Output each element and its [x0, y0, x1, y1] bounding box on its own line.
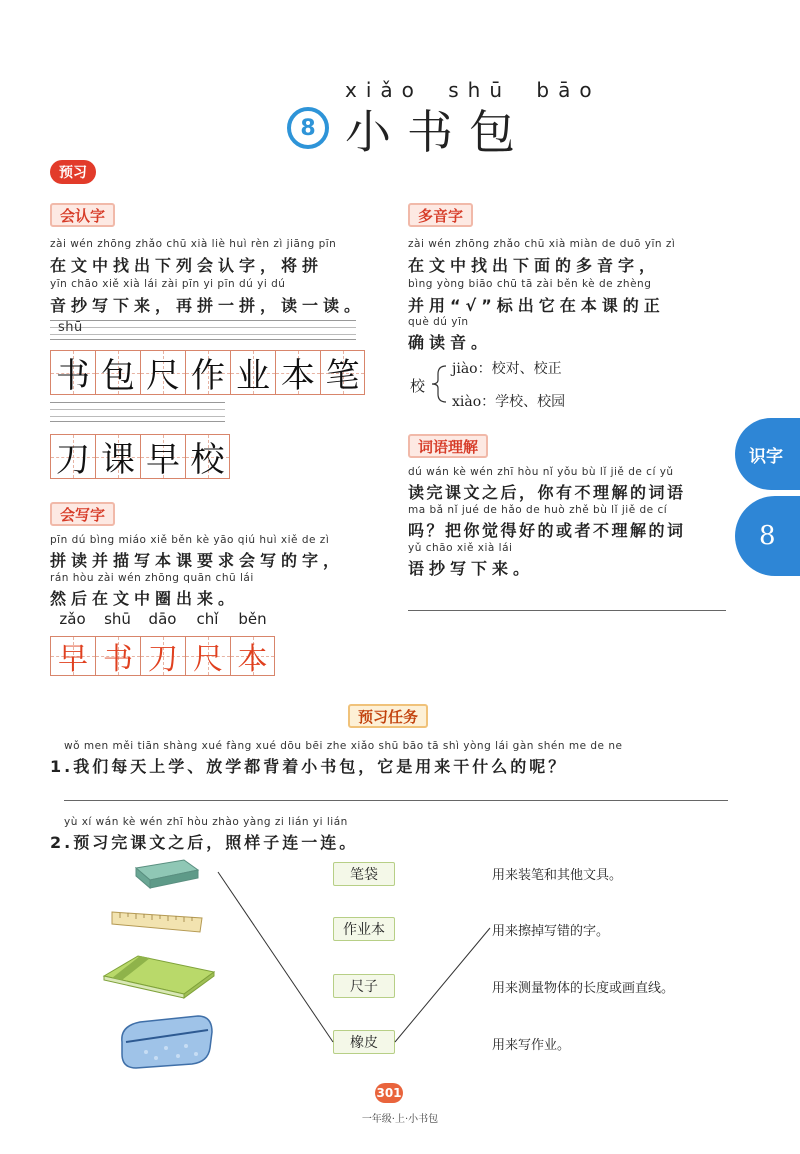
footer-text: 一年级·上·小书包: [361, 1114, 439, 1125]
char-cell: 早: [140, 434, 185, 479]
char-pinyin: chǐ: [196, 610, 219, 628]
task-label: 预习任务: [348, 704, 428, 728]
line-eraser-image-to-word: [218, 872, 333, 1042]
char-pinyin: dāo: [148, 610, 177, 628]
title-pinyin: xiǎo shū bāo: [345, 78, 601, 102]
vocab-pinyin-2: ma bǎ nǐ jué de hǎo de huò zhě bù lǐ jiě de cí: [408, 504, 668, 516]
char-pinyin: běn: [238, 610, 267, 628]
char-cell: 笔: [320, 350, 365, 395]
task-question-1: 1.我们每天上学、放学都背着小书包，它是用来干什么的呢？: [50, 757, 568, 776]
write-char-cell: 本: [230, 636, 275, 676]
vocab-instruction-1: 读完课文之后，你有不理解的词语: [408, 483, 686, 502]
page-title: 小书包: [345, 105, 531, 159]
vocab-instruction-3: 语抄写下来。: [408, 559, 535, 578]
char-cell: 本: [275, 350, 320, 395]
write-label: 会写字: [50, 502, 115, 526]
lesson-number-badge: 8: [287, 107, 329, 149]
char-cell: 尺: [140, 350, 185, 395]
char-cell: 书: [50, 350, 95, 395]
page-number: 301: [375, 1083, 403, 1103]
vocab-label: 词语理解: [408, 434, 488, 458]
polyphone-pinyin-3: què dú yīn: [408, 316, 469, 328]
char-pinyin: shū: [104, 610, 131, 628]
char-pinyin: zǎo: [59, 610, 86, 628]
word-box-pencil-case[interactable]: 笔袋: [333, 862, 395, 886]
use-eraser[interactable]: 用来擦掉写错的字。: [492, 924, 610, 939]
polyphone-pinyin-1: zài wén zhōng zhǎo chū xià miàn de duō yīn zì: [408, 238, 676, 250]
write-instruction-1: 拼读并描写本课要求会写的字，: [50, 551, 345, 570]
write-pinyin-1: pīn dú bìng miáo xiě běn kè yāo qiú huì xiě de zì: [50, 534, 330, 546]
write-char-cell: 刀: [140, 636, 185, 676]
recognize-instruction-2: 音抄写下来，再拼一拼，读一读。: [50, 296, 366, 315]
recognize-label: 会认字: [50, 203, 115, 227]
recognize-pinyin-2: yīn chāo xiě xià lái zài pīn yi pīn dú yi dú: [50, 278, 286, 290]
char-cell: 业: [230, 350, 275, 395]
char-cell: 作: [185, 350, 230, 395]
vocab-pinyin-3: yǔ chāo xiě xià lái: [408, 542, 513, 554]
polyphone-instruction-2: 并用“√”标出它在本课的正: [408, 296, 665, 315]
polyphone-label: 多音字: [408, 203, 473, 227]
recognize-pinyin-1: zài wén zhōng zhǎo chū xià liè huì rèn zì jiāng pīn: [50, 238, 337, 250]
polyphone-char: 校: [410, 377, 426, 395]
side-tab-label: 识字: [735, 418, 800, 490]
word-box-ruler[interactable]: 尺子: [333, 974, 395, 998]
task-q2-pinyin: yù xí wán kè wén zhī hòu zhào yàng zi lián yi lián: [64, 816, 348, 828]
write-char-cell: 尺: [185, 636, 230, 676]
write-char-cell: 早: [50, 636, 95, 676]
polyphone-instruction-3: 确读音。: [408, 333, 493, 352]
write-char-cell: 书: [95, 636, 140, 676]
polyphone-pinyin-2: bìng yòng biāo chū tā zài běn kè de zhèng: [408, 278, 652, 290]
line-eraser-word-to-use: [395, 928, 490, 1042]
char-cell: 刀: [50, 434, 95, 479]
side-tab-number: 8: [735, 496, 800, 576]
char-cell: 包: [95, 350, 140, 395]
char-cell: 课: [95, 434, 140, 479]
word-box-eraser[interactable]: 橡皮: [333, 1030, 395, 1054]
polyphone-instruction-1: 在文中找出下面的多音字，: [408, 256, 661, 275]
polyphone-reading-1[interactable]: jiào：校对、校正: [452, 361, 562, 377]
use-ruler[interactable]: 用来测量物体的长度或画直线。: [492, 981, 675, 996]
vocab-instruction-2: 吗？把你觉得好的或者不理解的词: [408, 521, 686, 540]
word-box-notebook[interactable]: 作业本: [333, 917, 395, 941]
use-notebook[interactable]: 用来写作业。: [492, 1038, 571, 1053]
use-pencil-case[interactable]: 用来装笔和其他文具。: [492, 868, 623, 883]
sample-pinyin: shū: [58, 320, 83, 335]
write-instruction-2: 然后在文中圈出来。: [50, 589, 240, 608]
write-grid: [50, 636, 275, 676]
polyphone-reading-2[interactable]: xiào：学校、校园: [452, 394, 566, 410]
write-pinyin-2: rán hòu zài wén zhōng quān chū lái: [50, 572, 254, 584]
task-q1-pinyin: wǒ men měi tiān shàng xué fàng xué dōu bēi zhe xiǎo shū bāo tā shì yòng lái gàn shén me de ne: [64, 740, 623, 752]
task-question-2: 2.预习完课文之后，照样子连一连。: [50, 833, 359, 852]
vocab-pinyin-1: dú wán kè wén zhī hòu nǐ yǒu bù lǐ jiě de cí yǔ: [408, 466, 674, 478]
char-cell: 校: [185, 434, 230, 479]
preview-badge: 预习: [50, 160, 96, 184]
recognize-instruction-1: 在文中找出下列会认字，将拼: [50, 256, 324, 275]
